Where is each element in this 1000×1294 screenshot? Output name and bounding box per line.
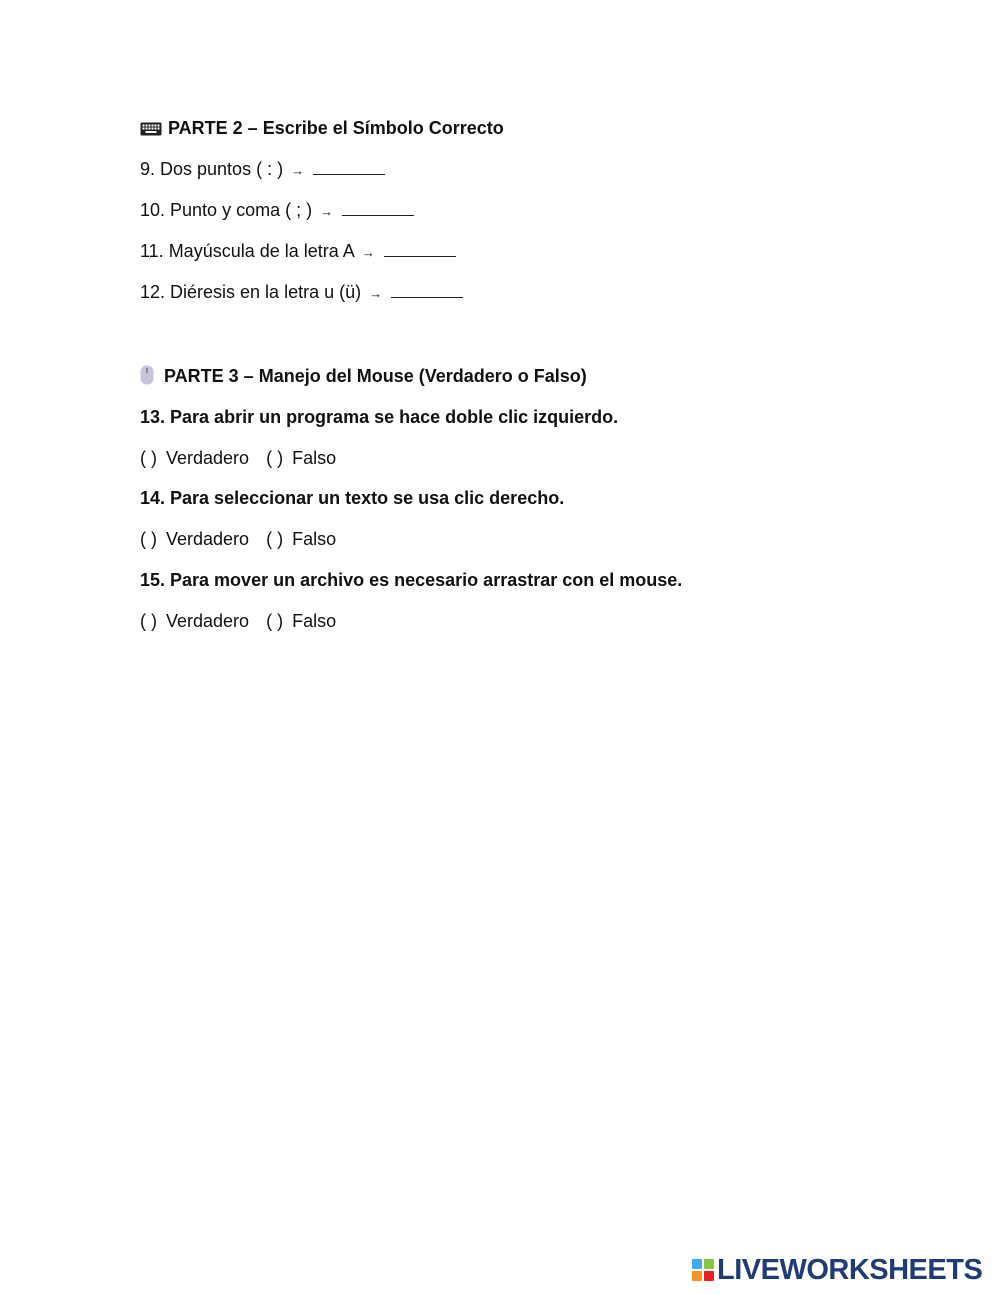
question-10 — [140, 199, 414, 223]
question-13: 13. Para abrir un programa se hace doble clic izquierdo. — [140, 407, 619, 427]
question-text: 12. Diéresis en la letra u (ü) — [140, 282, 362, 302]
part2-title-text: PARTE 2 – Escribe el Símbolo Correcto — [168, 118, 504, 138]
logo-text: LIVEWORKSHEETS — [717, 1253, 983, 1286]
option-true[interactable]: ( ) Verdadero — [140, 448, 250, 468]
answer-blank[interactable] — [391, 281, 463, 298]
arrow-icon: → — [361, 245, 375, 260]
options-14 — [140, 528, 336, 550]
question-text: 9. Dos puntos ( : ) — [140, 159, 284, 179]
answer-blank[interactable] — [342, 199, 414, 216]
question-12 — [140, 281, 463, 305]
arrow-icon: → — [369, 286, 383, 301]
options-13 — [140, 447, 336, 469]
part2-title — [140, 117, 504, 141]
option-true[interactable]: ( ) Verdadero — [140, 529, 250, 549]
liveworksheets-logo — [692, 1253, 983, 1286]
part3-title-text: PARTE 3 – Manejo del Mouse (Verdadero o Falso) — [164, 366, 587, 386]
arrow-icon: → — [320, 204, 334, 219]
answer-blank[interactable] — [384, 240, 456, 257]
option-false[interactable]: ( ) Falso — [266, 448, 337, 468]
liveworksheets-logo-mark — [692, 1259, 714, 1281]
part3-title — [140, 365, 587, 390]
question-14: 14. Para seleccionar un texto se usa clic derecho. — [140, 488, 565, 508]
question-11 — [140, 240, 456, 264]
option-false[interactable]: ( ) Falso — [266, 611, 337, 631]
mouse-icon — [140, 365, 154, 390]
question-text: 11. Mayúscula de la letra A — [140, 241, 354, 261]
option-false[interactable]: ( ) Falso — [266, 529, 337, 549]
options-15 — [140, 610, 336, 632]
answer-blank[interactable] — [313, 158, 385, 175]
question-15: 15. Para mover un archivo es necesario arrastrar con el mouse. — [140, 570, 683, 590]
option-true[interactable]: ( ) Verdadero — [140, 611, 250, 631]
arrow-icon: → — [291, 163, 305, 178]
keyboard-icon — [140, 119, 162, 141]
question-text: 10. Punto y coma ( ; ) — [140, 200, 313, 220]
question-9 — [140, 158, 385, 182]
